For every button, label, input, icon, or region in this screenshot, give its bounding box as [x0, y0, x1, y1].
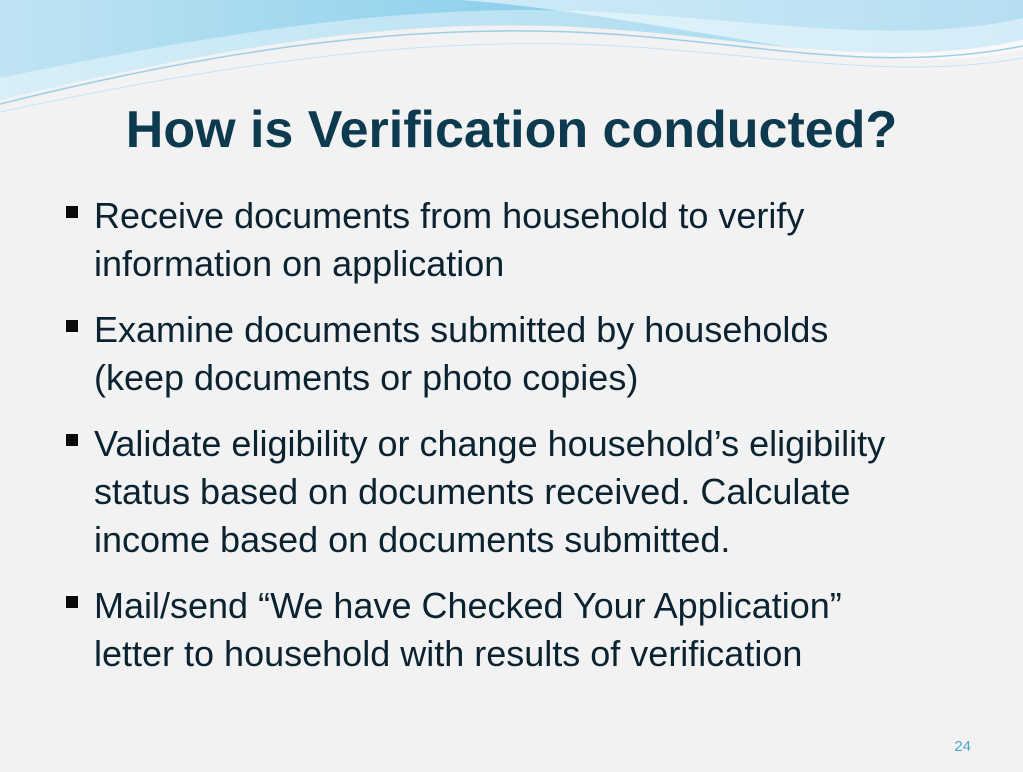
square-bullet-icon — [66, 434, 78, 446]
bullet-item — [66, 306, 1006, 402]
bullet-item — [66, 192, 1006, 288]
square-bullet-icon — [66, 206, 78, 218]
square-bullet-icon — [66, 596, 78, 608]
square-bullet-icon — [66, 320, 78, 332]
bullet-text: Examine documents submitted by households (keep documents or photo copies) — [94, 309, 829, 398]
bullet-item — [66, 420, 1006, 564]
bullet-text: Receive documents from household to verify information on application — [94, 195, 805, 284]
slide-title: How is Verification conducted? — [125, 101, 898, 159]
bullet-item — [66, 582, 1006, 678]
bullet-text: Validate eligibility or change household’s eligibility status based on documents received. Calculate income based on documents submitted. — [94, 423, 886, 560]
page-number: 24 — [954, 738, 971, 755]
bullet-list — [66, 192, 1006, 696]
bullet-text: Mail/send “We have Checked Your Application” letter to household with results of verification — [94, 585, 842, 674]
